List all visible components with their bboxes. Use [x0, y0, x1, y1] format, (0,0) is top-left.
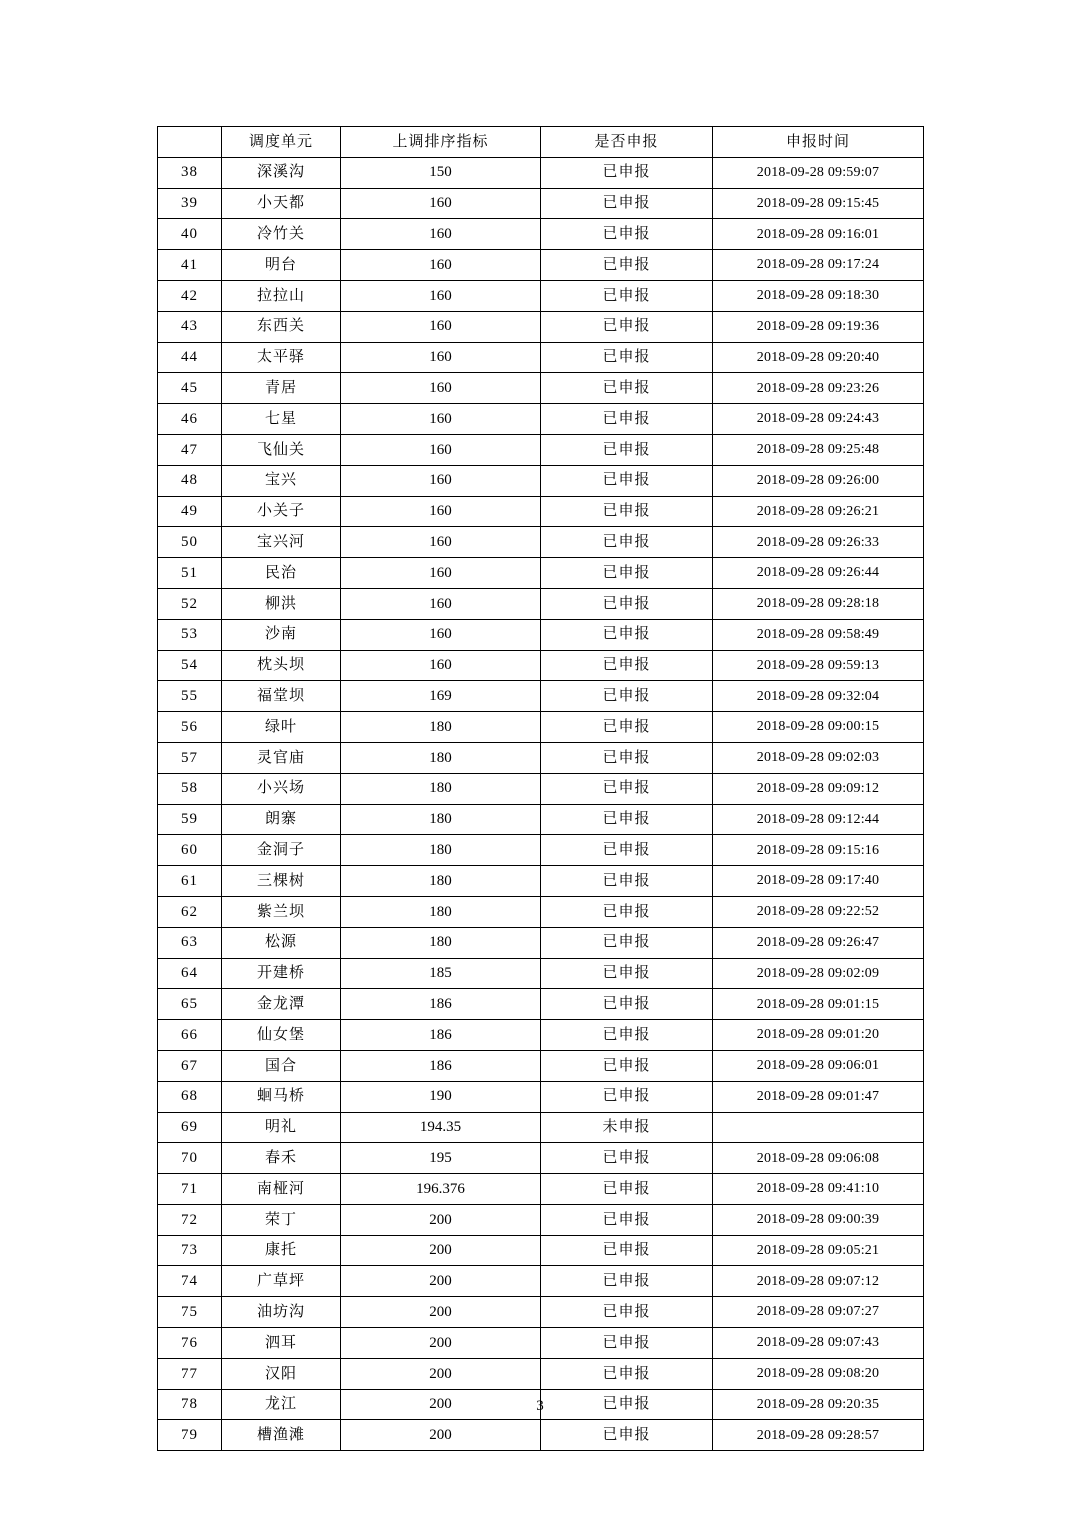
table-row — [158, 927, 924, 958]
cell-declared: 已申报 — [541, 773, 713, 804]
cell-index: 60 — [158, 835, 222, 866]
cell-up-regulation-index: 160 — [341, 280, 541, 311]
cell-declared: 已申报 — [541, 465, 713, 496]
cell-declaration-time: 2018-09-28 09:07:27 — [713, 1297, 924, 1328]
table-row — [158, 1204, 924, 1235]
table-row — [158, 1328, 924, 1359]
cell-declaration-time: 2018-09-28 09:16:01 — [713, 219, 924, 250]
cell-declared: 已申报 — [541, 742, 713, 773]
cell-declaration-time: 2018-09-28 09:06:08 — [713, 1143, 924, 1174]
table-row — [158, 527, 924, 558]
column-header-declared: 是否申报 — [541, 127, 713, 158]
cell-declared: 已申报 — [541, 157, 713, 188]
cell-dispatch-unit: 七星 — [222, 404, 341, 435]
table-row — [158, 712, 924, 743]
cell-declared: 已申报 — [541, 1328, 713, 1359]
table-body — [158, 157, 924, 1450]
cell-index: 72 — [158, 1204, 222, 1235]
cell-index: 58 — [158, 773, 222, 804]
cell-dispatch-unit: 开建桥 — [222, 958, 341, 989]
table-row — [158, 157, 924, 188]
cell-dispatch-unit: 仙女堡 — [222, 1020, 341, 1051]
cell-index: 48 — [158, 465, 222, 496]
column-header-dispatch-unit: 调度单元 — [222, 127, 341, 158]
cell-dispatch-unit: 三棵树 — [222, 866, 341, 897]
dispatch-declaration-table — [157, 126, 924, 1451]
cell-index: 39 — [158, 188, 222, 219]
table-row — [158, 1358, 924, 1389]
cell-dispatch-unit: 广草坪 — [222, 1266, 341, 1297]
cell-up-regulation-index: 180 — [341, 804, 541, 835]
cell-declared: 已申报 — [541, 1420, 713, 1451]
cell-dispatch-unit: 深溪沟 — [222, 157, 341, 188]
cell-declared: 已申报 — [541, 958, 713, 989]
cell-index: 56 — [158, 712, 222, 743]
cell-declaration-time: 2018-09-28 09:41:10 — [713, 1174, 924, 1205]
cell-dispatch-unit: 宝兴 — [222, 465, 341, 496]
cell-declared: 已申报 — [541, 619, 713, 650]
cell-declared: 已申报 — [541, 681, 713, 712]
cell-declared: 已申报 — [541, 373, 713, 404]
cell-dispatch-unit: 枕头坝 — [222, 650, 341, 681]
cell-up-regulation-index: 200 — [341, 1389, 541, 1420]
cell-declared: 已申报 — [541, 188, 713, 219]
table-row — [158, 250, 924, 281]
cell-dispatch-unit: 小兴场 — [222, 773, 341, 804]
cell-dispatch-unit: 福堂坝 — [222, 681, 341, 712]
cell-declaration-time: 2018-09-28 09:02:03 — [713, 742, 924, 773]
cell-declared: 已申报 — [541, 650, 713, 681]
cell-index: 70 — [158, 1143, 222, 1174]
cell-dispatch-unit: 汉阳 — [222, 1358, 341, 1389]
cell-declaration-time: 2018-09-28 09:06:01 — [713, 1050, 924, 1081]
table-row — [158, 465, 924, 496]
cell-dispatch-unit: 康托 — [222, 1235, 341, 1266]
cell-declaration-time: 2018-09-28 09:28:57 — [713, 1420, 924, 1451]
cell-declared: 已申报 — [541, 989, 713, 1020]
table-row — [158, 1143, 924, 1174]
cell-index: 68 — [158, 1081, 222, 1112]
cell-up-regulation-index: 200 — [341, 1328, 541, 1359]
cell-up-regulation-index: 200 — [341, 1266, 541, 1297]
table-row — [158, 1020, 924, 1051]
table-row — [158, 1112, 924, 1143]
cell-dispatch-unit: 青居 — [222, 373, 341, 404]
column-header-declaration-time: 申报时间 — [713, 127, 924, 158]
cell-declaration-time: 2018-09-28 09:12:44 — [713, 804, 924, 835]
cell-declared: 已申报 — [541, 1235, 713, 1266]
table-row — [158, 1266, 924, 1297]
cell-up-regulation-index: 200 — [341, 1358, 541, 1389]
column-header-index — [158, 127, 222, 158]
cell-declared: 未申报 — [541, 1112, 713, 1143]
cell-dispatch-unit: 飞仙关 — [222, 434, 341, 465]
cell-up-regulation-index: 160 — [341, 496, 541, 527]
cell-index: 64 — [158, 958, 222, 989]
cell-declaration-time: 2018-09-28 09:01:20 — [713, 1020, 924, 1051]
table-row — [158, 681, 924, 712]
cell-declared: 已申报 — [541, 219, 713, 250]
cell-declared: 已申报 — [541, 712, 713, 743]
cell-up-regulation-index: 160 — [341, 558, 541, 589]
cell-declaration-time: 2018-09-28 09:18:30 — [713, 280, 924, 311]
cell-up-regulation-index: 200 — [341, 1204, 541, 1235]
table-row — [158, 958, 924, 989]
cell-declaration-time: 2018-09-28 09:22:52 — [713, 896, 924, 927]
cell-declaration-time: 2018-09-28 09:09:12 — [713, 773, 924, 804]
cell-up-regulation-index: 169 — [341, 681, 541, 712]
cell-declaration-time: 2018-09-28 09:20:35 — [713, 1389, 924, 1420]
cell-up-regulation-index: 190 — [341, 1081, 541, 1112]
cell-declared: 已申报 — [541, 896, 713, 927]
cell-declaration-time: 2018-09-28 09:01:15 — [713, 989, 924, 1020]
cell-declared: 已申报 — [541, 835, 713, 866]
cell-declaration-time — [713, 1112, 924, 1143]
cell-declared: 已申报 — [541, 558, 713, 589]
cell-up-regulation-index: 160 — [341, 404, 541, 435]
table-row — [158, 1174, 924, 1205]
table-row — [158, 280, 924, 311]
cell-index: 67 — [158, 1050, 222, 1081]
cell-up-regulation-index: 160 — [341, 311, 541, 342]
cell-declaration-time: 2018-09-28 09:08:20 — [713, 1358, 924, 1389]
cell-declaration-time: 2018-09-28 09:59:07 — [713, 157, 924, 188]
table-row — [158, 404, 924, 435]
cell-dispatch-unit: 金洞子 — [222, 835, 341, 866]
table-row — [158, 896, 924, 927]
cell-dispatch-unit: 太平驿 — [222, 342, 341, 373]
table-row — [158, 219, 924, 250]
cell-index: 62 — [158, 896, 222, 927]
cell-up-regulation-index: 150 — [341, 157, 541, 188]
cell-index: 69 — [158, 1112, 222, 1143]
cell-declaration-time: 2018-09-28 09:23:26 — [713, 373, 924, 404]
report-table-container — [157, 126, 923, 1451]
cell-index: 77 — [158, 1358, 222, 1389]
cell-up-regulation-index: 160 — [341, 373, 541, 404]
cell-up-regulation-index: 200 — [341, 1235, 541, 1266]
cell-up-regulation-index: 180 — [341, 927, 541, 958]
cell-index: 52 — [158, 588, 222, 619]
cell-index: 41 — [158, 250, 222, 281]
cell-index: 63 — [158, 927, 222, 958]
cell-declaration-time: 2018-09-28 09:26:21 — [713, 496, 924, 527]
cell-up-regulation-index: 180 — [341, 712, 541, 743]
cell-up-regulation-index: 160 — [341, 434, 541, 465]
cell-up-regulation-index: 180 — [341, 866, 541, 897]
cell-dispatch-unit: 槽渔滩 — [222, 1420, 341, 1451]
cell-index: 42 — [158, 280, 222, 311]
table-row — [158, 188, 924, 219]
cell-index: 74 — [158, 1266, 222, 1297]
cell-index: 75 — [158, 1297, 222, 1328]
cell-up-regulation-index: 160 — [341, 650, 541, 681]
table-row — [158, 742, 924, 773]
cell-up-regulation-index: 180 — [341, 773, 541, 804]
cell-declaration-time: 2018-09-28 09:28:18 — [713, 588, 924, 619]
cell-dispatch-unit: 小天都 — [222, 188, 341, 219]
cell-dispatch-unit: 松源 — [222, 927, 341, 958]
cell-declaration-time: 2018-09-28 09:15:16 — [713, 835, 924, 866]
cell-dispatch-unit: 国合 — [222, 1050, 341, 1081]
cell-declaration-time: 2018-09-28 09:17:40 — [713, 866, 924, 897]
cell-up-regulation-index: 200 — [341, 1420, 541, 1451]
table-row — [158, 989, 924, 1020]
table-row — [158, 434, 924, 465]
cell-index: 73 — [158, 1235, 222, 1266]
cell-dispatch-unit: 拉拉山 — [222, 280, 341, 311]
cell-up-regulation-index: 186 — [341, 1050, 541, 1081]
cell-dispatch-unit: 沙南 — [222, 619, 341, 650]
cell-index: 45 — [158, 373, 222, 404]
cell-index: 43 — [158, 311, 222, 342]
cell-declared: 已申报 — [541, 1020, 713, 1051]
cell-declaration-time: 2018-09-28 09:32:04 — [713, 681, 924, 712]
cell-up-regulation-index: 160 — [341, 342, 541, 373]
cell-declared: 已申报 — [541, 1297, 713, 1328]
table-row — [158, 1420, 924, 1451]
cell-declared: 已申报 — [541, 311, 713, 342]
cell-dispatch-unit: 南桠河 — [222, 1174, 341, 1205]
cell-index: 51 — [158, 558, 222, 589]
cell-declaration-time: 2018-09-28 09:05:21 — [713, 1235, 924, 1266]
cell-declared: 已申报 — [541, 1358, 713, 1389]
table-row — [158, 496, 924, 527]
table-row — [158, 1297, 924, 1328]
cell-dispatch-unit: 绿叶 — [222, 712, 341, 743]
cell-declaration-time: 2018-09-28 09:26:44 — [713, 558, 924, 589]
cell-declaration-time: 2018-09-28 09:00:39 — [713, 1204, 924, 1235]
cell-dispatch-unit: 泗耳 — [222, 1328, 341, 1359]
cell-declaration-time: 2018-09-28 09:01:47 — [713, 1081, 924, 1112]
cell-declaration-time: 2018-09-28 09:07:43 — [713, 1328, 924, 1359]
cell-declared: 已申报 — [541, 804, 713, 835]
table-row — [158, 773, 924, 804]
cell-declaration-time: 2018-09-28 09:59:13 — [713, 650, 924, 681]
table-row — [158, 835, 924, 866]
cell-declaration-time: 2018-09-28 09:26:33 — [713, 527, 924, 558]
cell-up-regulation-index: 160 — [341, 588, 541, 619]
cell-index: 61 — [158, 866, 222, 897]
cell-declared: 已申报 — [541, 866, 713, 897]
table-row — [158, 619, 924, 650]
cell-declaration-time: 2018-09-28 09:15:45 — [713, 188, 924, 219]
cell-dispatch-unit: 春禾 — [222, 1143, 341, 1174]
cell-index: 50 — [158, 527, 222, 558]
table-header-row — [158, 127, 924, 158]
cell-index: 78 — [158, 1389, 222, 1420]
cell-declared: 已申报 — [541, 434, 713, 465]
table-row — [158, 373, 924, 404]
cell-index: 66 — [158, 1020, 222, 1051]
cell-declaration-time: 2018-09-28 09:26:47 — [713, 927, 924, 958]
cell-declared: 已申报 — [541, 1266, 713, 1297]
table-row — [158, 804, 924, 835]
cell-up-regulation-index: 160 — [341, 250, 541, 281]
cell-up-regulation-index: 186 — [341, 989, 541, 1020]
table-row — [158, 342, 924, 373]
cell-dispatch-unit: 冷竹关 — [222, 219, 341, 250]
cell-up-regulation-index: 194.35 — [341, 1112, 541, 1143]
cell-index: 40 — [158, 219, 222, 250]
table-row — [158, 1235, 924, 1266]
cell-up-regulation-index: 160 — [341, 188, 541, 219]
cell-declaration-time: 2018-09-28 09:25:48 — [713, 434, 924, 465]
cell-declared: 已申报 — [541, 527, 713, 558]
cell-declaration-time: 2018-09-28 09:20:40 — [713, 342, 924, 373]
cell-declared: 已申报 — [541, 1081, 713, 1112]
table-row — [158, 866, 924, 897]
cell-dispatch-unit: 民治 — [222, 558, 341, 589]
cell-dispatch-unit: 小关子 — [222, 496, 341, 527]
cell-index: 44 — [158, 342, 222, 373]
table-row — [158, 558, 924, 589]
cell-declared: 已申报 — [541, 1050, 713, 1081]
page-number: 3 — [536, 1398, 544, 1414]
cell-dispatch-unit: 金龙潭 — [222, 989, 341, 1020]
cell-declaration-time: 2018-09-28 09:17:24 — [713, 250, 924, 281]
cell-dispatch-unit: 蛔马桥 — [222, 1081, 341, 1112]
cell-declaration-time: 2018-09-28 09:19:36 — [713, 311, 924, 342]
cell-up-regulation-index: 185 — [341, 958, 541, 989]
cell-dispatch-unit: 朗寨 — [222, 804, 341, 835]
cell-index: 49 — [158, 496, 222, 527]
cell-dispatch-unit: 明礼 — [222, 1112, 341, 1143]
cell-dispatch-unit: 紫兰坝 — [222, 896, 341, 927]
cell-dispatch-unit: 荣丁 — [222, 1204, 341, 1235]
cell-index: 71 — [158, 1174, 222, 1205]
table-row — [158, 650, 924, 681]
table-header — [158, 127, 924, 158]
table-row — [158, 1081, 924, 1112]
cell-up-regulation-index: 160 — [341, 527, 541, 558]
cell-dispatch-unit: 宝兴河 — [222, 527, 341, 558]
cell-index: 38 — [158, 157, 222, 188]
cell-dispatch-unit: 龙江 — [222, 1389, 341, 1420]
cell-index: 76 — [158, 1328, 222, 1359]
cell-up-regulation-index: 196.376 — [341, 1174, 541, 1205]
cell-declaration-time: 2018-09-28 09:02:09 — [713, 958, 924, 989]
cell-up-regulation-index: 180 — [341, 742, 541, 773]
cell-declared: 已申报 — [541, 1143, 713, 1174]
cell-declaration-time: 2018-09-28 09:00:15 — [713, 712, 924, 743]
cell-declared: 已申报 — [541, 927, 713, 958]
cell-index: 57 — [158, 742, 222, 773]
cell-up-regulation-index: 195 — [341, 1143, 541, 1174]
cell-index: 54 — [158, 650, 222, 681]
cell-up-regulation-index: 200 — [341, 1297, 541, 1328]
cell-dispatch-unit: 东西关 — [222, 311, 341, 342]
cell-declared: 已申报 — [541, 1204, 713, 1235]
cell-up-regulation-index: 180 — [341, 835, 541, 866]
cell-dispatch-unit: 灵官庙 — [222, 742, 341, 773]
cell-index: 55 — [158, 681, 222, 712]
cell-dispatch-unit: 明台 — [222, 250, 341, 281]
cell-up-regulation-index: 180 — [341, 896, 541, 927]
cell-up-regulation-index: 160 — [341, 219, 541, 250]
cell-declared: 已申报 — [541, 342, 713, 373]
cell-dispatch-unit: 柳洪 — [222, 588, 341, 619]
cell-declaration-time: 2018-09-28 09:26:00 — [713, 465, 924, 496]
cell-index: 59 — [158, 804, 222, 835]
cell-up-regulation-index: 160 — [341, 465, 541, 496]
cell-declared: 已申报 — [541, 404, 713, 435]
cell-declared: 已申报 — [541, 496, 713, 527]
cell-up-regulation-index: 186 — [341, 1020, 541, 1051]
table-row — [158, 311, 924, 342]
column-header-up-regulation-index: 上调排序指标 — [341, 127, 541, 158]
cell-index: 47 — [158, 434, 222, 465]
cell-declared: 已申报 — [541, 280, 713, 311]
cell-declared: 已申报 — [541, 250, 713, 281]
cell-declaration-time: 2018-09-28 09:24:43 — [713, 404, 924, 435]
cell-index: 65 — [158, 989, 222, 1020]
cell-index: 46 — [158, 404, 222, 435]
table-row — [158, 1050, 924, 1081]
table-row — [158, 588, 924, 619]
cell-declaration-time: 2018-09-28 09:58:49 — [713, 619, 924, 650]
cell-index: 53 — [158, 619, 222, 650]
cell-declared: 已申报 — [541, 588, 713, 619]
cell-declared: 已申报 — [541, 1389, 713, 1420]
cell-index: 79 — [158, 1420, 222, 1451]
cell-up-regulation-index: 160 — [341, 619, 541, 650]
cell-dispatch-unit: 油坊沟 — [222, 1297, 341, 1328]
cell-declared: 已申报 — [541, 1174, 713, 1205]
cell-declaration-time: 2018-09-28 09:07:12 — [713, 1266, 924, 1297]
